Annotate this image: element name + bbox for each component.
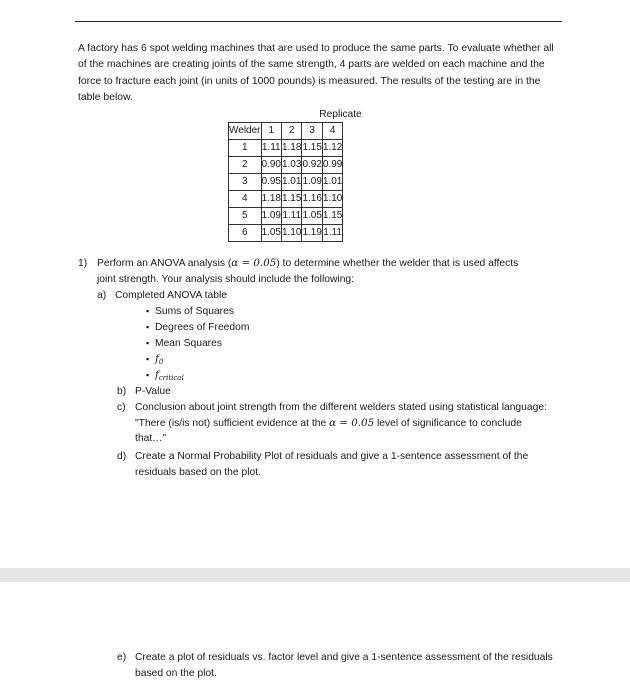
page-gap-band: [0, 568, 630, 582]
welder-id-cell: 4: [229, 191, 262, 208]
strength-value-cell: 1.11: [281, 208, 301, 225]
subquestion-a-text: Completed ANOVA table: [115, 290, 227, 301]
table-row: [229, 140, 343, 157]
bullet-icon: ▪: [146, 338, 150, 348]
bullet-text: Sums of Squares: [155, 306, 234, 317]
table-row: [229, 191, 343, 208]
subquestion-e-text: Create a plot of residuals vs. factor level and give a 1-sentence assessment of the residuals based on the plot.: [135, 652, 553, 679]
strength-value-cell: 1.12: [322, 140, 342, 157]
strength-value-cell: 1.15: [302, 140, 322, 157]
subquestion-d-text: Create a Normal Probability Plot of residuals and give a 1-sentence assessment of the residuals based on the plot.: [135, 451, 529, 478]
welder-id-cell: 5: [229, 208, 262, 225]
strength-value-cell: 1.01: [322, 174, 342, 191]
question-1-text-start: Perform an ANOVA analysis (: [97, 258, 232, 269]
strength-value-cell: 1.11: [322, 225, 342, 242]
subquestion-c-text: [135, 400, 555, 447]
question-1-text-end: ) to determine whether the welder that is used affects joint strength. Your analysis should include the following:: [97, 258, 519, 285]
subquestion-a-label: a): [97, 290, 107, 301]
strength-value-cell: 1.03: [281, 157, 301, 174]
welder-id-cell: 2: [229, 157, 262, 174]
bullet-icon: ▪: [146, 354, 150, 364]
table-row: [229, 225, 343, 242]
question-1-alpha: α = 0.05: [231, 257, 277, 269]
strength-value-cell: 0.99: [322, 157, 342, 174]
top-rule-divider: [75, 21, 562, 22]
table-row: [229, 174, 343, 191]
welder-id-cell: 6: [229, 225, 262, 242]
fcrit-base: f: [155, 369, 159, 381]
subquestion-c-label: c): [117, 402, 126, 413]
strength-value-cell: 1.09: [261, 208, 281, 225]
question-1-number: 1): [78, 258, 88, 269]
table-row: [229, 157, 343, 174]
subquestion-c-text-start: Conclusion about joint strength from the different welders stated using statistical language: "There (is/is not) sufficient evidence at the: [135, 402, 547, 429]
strength-value-cell: 1.05: [302, 208, 322, 225]
strength-value-cell: 0.95: [261, 174, 281, 191]
subquestion-c-alpha: α = 0.05: [329, 416, 375, 429]
bullet-icon: ▪: [146, 306, 150, 316]
strength-value-cell: 0.92: [302, 157, 322, 174]
strength-value-cell: 1.15: [322, 208, 342, 225]
replicate-column-header: 3: [302, 123, 322, 140]
strength-value-cell: 1.19: [302, 225, 322, 242]
strength-value-cell: 1.11: [261, 140, 281, 157]
question-1-text: [97, 256, 537, 287]
replicate-column-header: 4: [322, 123, 342, 140]
replicate-group-header: Replicate: [319, 109, 362, 120]
welder-column-header: Welder: [229, 123, 262, 140]
welder-id-cell: 1: [229, 140, 262, 157]
document-page-bottom: [0, 582, 630, 700]
strength-value-cell: 1.18: [261, 191, 281, 208]
subquestion-b-text: P-Value: [135, 386, 171, 397]
replicate-column-header: 2: [281, 123, 301, 140]
strength-value-cell: 1.09: [302, 174, 322, 191]
replicate-column-header: 1: [261, 123, 281, 140]
strength-value-cell: 1.10: [281, 225, 301, 242]
f0-base: f: [155, 353, 159, 365]
strength-value-cell: 1.18: [281, 140, 301, 157]
subquestion-b-label: b): [117, 386, 127, 397]
table-header-row: [229, 123, 343, 140]
bullet-icon: ▪: [146, 322, 150, 332]
bullet-icon: ▪: [146, 370, 150, 380]
welder-data-table: [228, 122, 343, 242]
strength-value-cell: 1.10: [322, 191, 342, 208]
strength-value-cell: 1.05: [261, 225, 281, 242]
strength-value-cell: 1.15: [281, 191, 301, 208]
subquestion-d-label: d): [117, 451, 127, 462]
problem-intro-paragraph: A factory has 6 spot welding machines that are used to produce the same parts. To evaluate whether all of the machines are creating joints of the same strength, 4 parts are welded on each machine and the force to fracture each joint (in units of 1000 pounds) is measured. The results of the testing are in the table below.: [78, 43, 554, 103]
table-row: [229, 208, 343, 225]
f0-subscript: 0: [158, 358, 164, 366]
fcrit-subscript: critical: [158, 374, 184, 382]
strength-value-cell: 1.01: [281, 174, 301, 191]
welder-id-cell: 3: [229, 174, 262, 191]
subquestion-c-text-end: level of significance to conclude that…": [135, 417, 522, 445]
bullet-text: Mean Squares: [155, 338, 222, 349]
bullet-text: Degrees of Freedom: [155, 322, 250, 333]
subquestion-e-label: e): [117, 652, 127, 663]
strength-value-cell: 0.90: [261, 157, 281, 174]
strength-value-cell: 1.16: [302, 191, 322, 208]
